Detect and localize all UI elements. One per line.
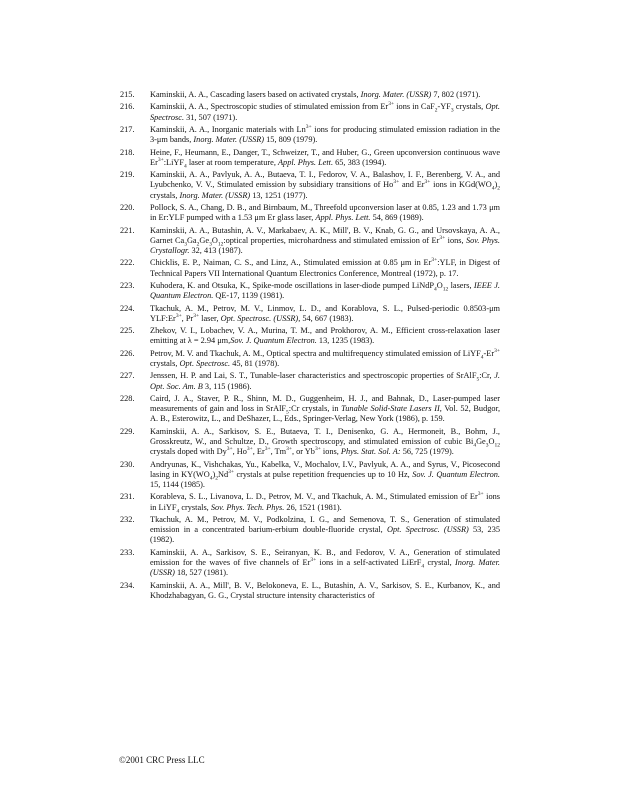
reference-text: Kaminskii, A. A., Inorganic materials with $Ln^{3+}$ ions for producing stimulated emission radiation in the 3-μm bands, Inorg. Mater. (USSR) 15, 809 (1979). bbox=[150, 124, 500, 145]
copyright-footer: ©2001 CRC Press LLC bbox=[119, 755, 205, 765]
reference-number: 224. bbox=[120, 303, 135, 313]
reference-text: Chicklis, E. P., Naiman, C. S., and Linz, A., Stimulated emission at 0.85 μm in $Er^{3+}:YLF$, in Digest of Technical Papers VII International Quantum Electronics Conference, Montreal (1972), p. 17. bbox=[150, 257, 501, 278]
reference-text: Kaminskii, A. A., Butashin, A. V., Markabaev, A. K., Mill', B. V., Knab, G. G., and Ursovskaya, A. A., Garnet $Ca_3Ga_2Ge_3O_{12}:optical$ properties, microhardness and stimulated emission of $Er^{3+}$ ions, Sov. Phys. Crystallogr. 32, 413 (1987). bbox=[150, 225, 500, 255]
reference-text: Kaminskii, A. A., Spectroscopic studies of stimulated emission from $Er^{3+}$ ions in $CaF_2-YF_3$ crystals, Opt. Spectrosc. 31, 507 (1971). bbox=[150, 101, 500, 122]
reference-item bbox=[120, 515, 500, 546]
reference-number: 228. bbox=[120, 393, 135, 403]
reference-item bbox=[120, 226, 500, 257]
reference-item bbox=[120, 258, 500, 278]
reference-item bbox=[120, 349, 500, 369]
reference-text: Pollock, S. A., Chang, D. B., and Birnbaum, M., Threefold upconversion laser at 0.85, 1.23 and 1.73 μm in Er:YLF pumped with a 1.53 μm Er glass laser, Appl. Phys. Lett. 54, 869 (1989). bbox=[150, 202, 500, 223]
reference-number: 226. bbox=[120, 348, 135, 358]
reference-item bbox=[120, 460, 500, 491]
reference-text: Kaminskii, A. A., Sarkisov, S. E., Seiranyan, K. B., and Fedorov, V. A., Generation of stimulated emission for the waves of five channels of $Er^{3+}$ ions in a self-activated LiErF$_4$ crystal, Inorg. Mater. (USSR) 18, 527 (1981). bbox=[150, 547, 500, 578]
reference-number: 234. bbox=[120, 580, 135, 590]
reference-number: 233. bbox=[120, 547, 135, 557]
reference-text: Kuhodera, K. and Otsuka, K., Spike-mode oscillations in laser-diode pumped $LiNdP_4O_{12}$ lasers, IEEE J. Quantum Electron. QE-17, 1139 (1981). bbox=[150, 280, 500, 301]
reference-text: Petrov, M. V. and Tkachuk, A. M., Optical spectra and multifrequency stimulated emission of $LiYF_4-Er^{3+}$ crystals, Opt. Spectrosc. 45, 81 (1978). bbox=[150, 347, 500, 368]
reference-text: Kaminskii, A. A., Sarkisov, S. E., Butaeva, T. I., Denisenko, G. A., Hermoneit, B., Bohm, J., Grosskreutz, W., and Schultze, D., Growth spectroscopy, and stimulated emission of cubic $Bi_4Ge_3O_{12}$ crystals doped with $Dy^{3+}$, $Ho^{3+}$, $Er^{3+}$, $Tm^{3+}$, or $Yb^{3+}$ ions, Phys. Stat. Sol. A: 56, 725 (1979). bbox=[150, 426, 500, 457]
reference-item bbox=[120, 371, 500, 391]
reference-number: 229. bbox=[120, 426, 135, 436]
reference-item bbox=[120, 304, 500, 324]
reference-number: 219. bbox=[120, 170, 135, 180]
reference-item bbox=[120, 90, 500, 100]
reference-list bbox=[120, 90, 500, 603]
reference-number: 217. bbox=[120, 124, 135, 134]
reference-number: 216. bbox=[120, 102, 135, 112]
reference-number: 231. bbox=[120, 492, 135, 502]
reference-text: Kaminskii, A. A., Mill', B. V., Belokoneva, E. L., Butashin, A. V., Sarkisov, S. E., Kurbanov, K., and Khodzhabagyan, G. G., Crystal structure intensity characteristics of bbox=[150, 580, 500, 600]
reference-text: Kaminskii, A. A., Pavlyuk, A. A., Butaeva, T. I., Fedorov, V. A., Balashov, I. F., Berenberg, V. A., and Lyubchenko, V. V., Stimulated emission by subsidiary transitions of $Ho^{3+}$ and $Er^{3+}$ ions in $KGd(WO_4)_2$ crystals, Inorg. Mater. (USSR) 13, 1251 (1977). bbox=[150, 170, 500, 200]
reference-text: Heine, F., Heumann, E., Danger, T., Schweizer, T., and Huber, G., Green upconversion continuous wave $Er^{3+}:LiYF_4$ laser at room temperature, Appl. Phys. Lett. 65, 383 (1994). bbox=[150, 147, 500, 170]
reference-text: Tkachuk, A. M., Petrov, M. V., Linmov, L. D., and Korablova, S. L., Pulsed-periodic 0.8503-μm $YLF:Er^{3+}$, $Pr^{3+}$ laser, Opt. Spectrosc. (USSR), 54, 667 (1983). bbox=[150, 303, 500, 323]
reference-text: Jenssen, H. P. and Lai, S. T., Tunable-laser characteristics and spectroscopic properties of SrAlF$_5$:Cr, J. Opt. Soc. Am. B 3, 115 (1986). bbox=[150, 371, 500, 391]
reference-item bbox=[120, 581, 500, 601]
reference-item bbox=[120, 102, 500, 122]
reference-item bbox=[120, 148, 500, 168]
reference-number: 230. bbox=[120, 459, 135, 469]
reference-text: Zhekov, V. I., Lobachev, V. A., Murina, T. M., and Prokhorov, A. M., Efficient cross-relaxation laser emitting at λ = 2.94 μm,Sov. J. Quantum Electron. 13, 1235 (1983). bbox=[150, 326, 500, 346]
reference-number: 227. bbox=[120, 371, 135, 381]
reference-item bbox=[120, 326, 500, 346]
reference-text: Korableva, S. L., Livanova, L. D., Petrov, M. V., and Tkachuk, A. M., Stimulated emission of $Er^{3+}$ ions in LiYF$_4$ crystals, Sov. Phys. Tech. Phys. 26, 1521 (1981). bbox=[150, 491, 500, 515]
reference-item bbox=[120, 170, 500, 201]
reference-number: 221. bbox=[120, 225, 135, 235]
reference-item bbox=[120, 427, 500, 458]
reference-text: Andryunas, K., Vishchakas, Yu., Kabelka, V., Mochalov, I.V., Pavlyuk, A. A., and Syrus, V., Picosecond lasing in $KY(WO_4)_2Nd^{3+}$ crystals at pulse repetition frequencies up to 10 Hz, Sov. J. Quantum Electron. 15, 1144 (1985). bbox=[150, 459, 500, 489]
reference-text: Kaminskii, A. A., Cascading lasers based on activated crystals, Inorg. Mater. (USSR) 7, 802 (1971). bbox=[150, 90, 481, 99]
reference-item bbox=[120, 281, 500, 301]
reference-number: 215. bbox=[120, 90, 135, 99]
reference-number: 232. bbox=[120, 514, 135, 524]
reference-item bbox=[120, 548, 500, 579]
reference-text: Caird, J. A., Staver, P. R., Shinn, M. D., Guggenheim, H. J., and Bahnak, D., Laser-pumped laser measurements of gain and loss in SrAlF$_5$:Cr crystals, in Tunable Solid-State Lasers II, Vol. 52, Budgor, A. B., Esterowitz, L., and DeShazer, L., Eds., Springer-Verlag, New York (1986), p. 159. bbox=[150, 393, 501, 424]
reference-number: 222. bbox=[120, 258, 135, 268]
reference-number: 223. bbox=[120, 280, 135, 290]
reference-item bbox=[120, 394, 500, 425]
reference-item bbox=[120, 491, 500, 515]
reference-number: 220. bbox=[120, 202, 135, 212]
reference-number: 225. bbox=[120, 326, 135, 336]
reference-number: 218. bbox=[120, 147, 135, 157]
reference-item bbox=[120, 125, 500, 145]
reference-text: Tkachuk, A. M., Petrov, M. V., Podkolzina, I. G., and Semenova, T. S., Generation of stimulated emission in a concentrated barium-erbium double-fluoride crystal, Opt. Spectrosc. (USSR) 53, 235 (1982). bbox=[150, 514, 501, 545]
reference-item bbox=[120, 203, 500, 223]
